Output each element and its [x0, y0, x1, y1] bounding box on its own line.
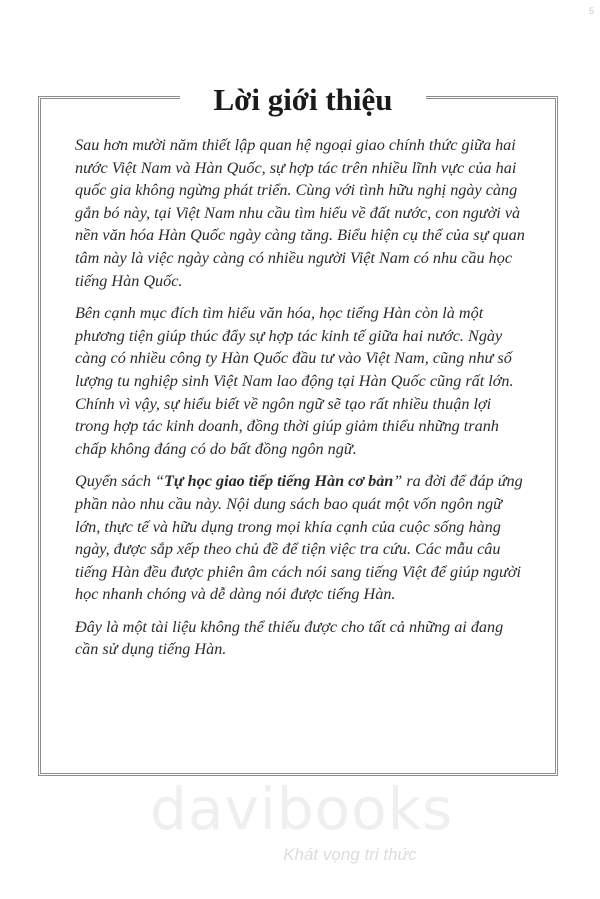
title-box — [180, 74, 426, 126]
page-title: Lời giới thiệu — [213, 82, 393, 117]
watermark-logo: davibooks — [150, 775, 454, 843]
book-title: Tự học giao tiếp tiếng Hàn cơ bản — [164, 472, 394, 491]
paragraph-4: Đây là một tài liệu không thể thiếu được cho tất cả những ai đang cần sử dụng tiếng Hàn. — [75, 617, 504, 659]
paragraph-3-before: Quyển sách “ — [75, 472, 165, 491]
paragraph-3-after: ” ra đời để đáp ứng phần nào nhu cầu này. Nội dung sách bao quát một vốn ngôn ngữ lớn, thực tế và hữu dụng trong mọi khía cạnh của cuộc sống hàng ngày, được sắp xếp theo chủ đề để tiện việc tra cứu. Các mẫu câu tiếng Hàn đều được phiên âm cách nói sang tiếng Việt để giúp người học nhanh chóng và dễ dàng nói được tiếng Hàn. — [75, 472, 523, 604]
paragraph-1: Sau hơn mười năm thiết lập quan hệ ngoại giao chính thức giữa hai nước Việt Nam và Hàn Quốc, sự hợp tác trên nhiều lĩnh vực của hai quốc gia không ngừng phát triển. Cùng với tình hữu nghị ngày càng gắn bó này, tại Việt Nam nhu cầu tìm hiểu về đất nước, con người và nền văn hóa Hàn Quốc ngày càng tăng. Biểu hiện cụ thể của sự quan tâm này là việc ngày càng có nhiều người Việt Nam có nhu cầu học tiếng Hàn Quốc. — [75, 136, 525, 290]
body-text — [75, 134, 527, 671]
watermark-tagline: Khát vọng tri thức — [283, 845, 417, 864]
paragraph-3 — [75, 470, 527, 606]
paragraph-2: Bên cạnh mục đích tìm hiểu văn hóa, học tiếng Hàn còn là một phương tiện giúp thúc đẩy sự hợp tác kinh tế giữa hai nước. Ngày càng có nhiều công ty Hàn Quốc đầu tư vào Việt Nam, cũng như số lượng tu nghiệp sinh Việt Nam lao động tại Hàn Quốc cũng rất lớn. Chính vì vậy, sự hiểu biết về ngôn ngữ sẽ tạo rất nhiều thuận lợi trong hợp tác kinh doanh, đồng thời giúp giảm thiểu những tranh chấp không đáng có do bất đồng ngôn ngữ. — [75, 304, 514, 458]
corner-mark: 5 — [588, 6, 594, 16]
